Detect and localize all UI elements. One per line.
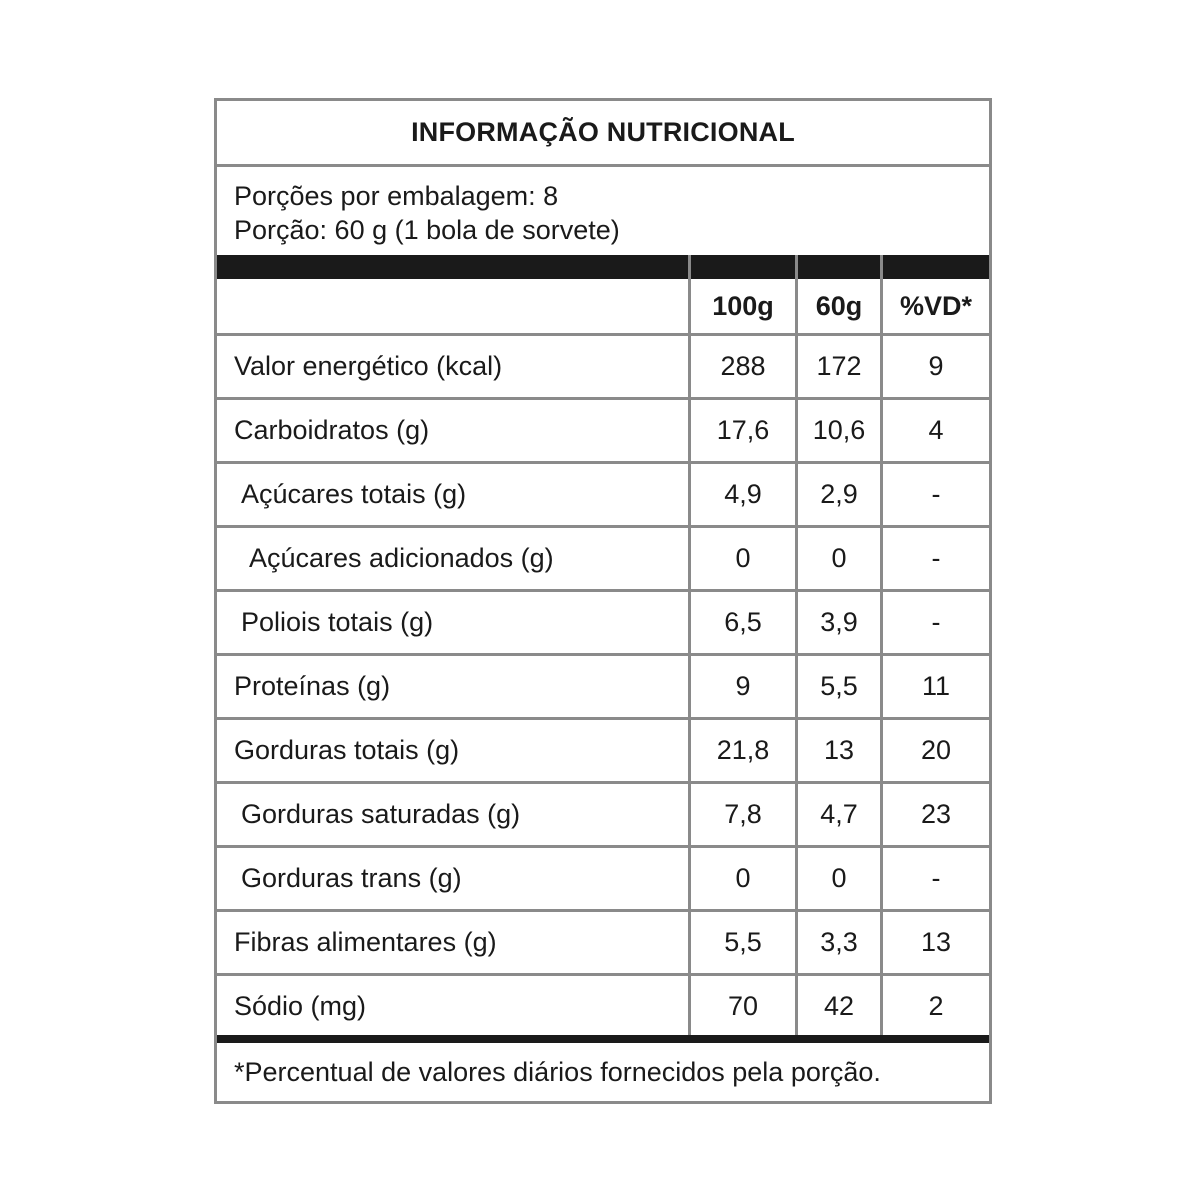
value-100g: 288 [720, 351, 766, 381]
value-100g: 0 [735, 543, 751, 573]
nutrient-name: Fibras alimentares (g) [234, 927, 497, 957]
header-nutrient [234, 279, 684, 333]
nutrient-name: Proteínas (g) [234, 671, 391, 701]
nutrient-name: Açúcares totais (g) [241, 479, 467, 509]
value-60g: 3,3 [820, 927, 858, 957]
nutrient-name: Açúcares adicionados (g) [249, 543, 554, 573]
table-row [217, 976, 989, 1037]
serving-info [217, 167, 989, 255]
value-vd: 13 [920, 927, 952, 957]
header-vd: %VD* [899, 290, 973, 321]
value-100g: 9 [735, 671, 751, 701]
value-100g: 17,6 [716, 415, 770, 445]
value-vd: - [931, 607, 941, 637]
nutrient-name: Sódio (mg) [234, 991, 367, 1021]
value-60g: 42 [823, 991, 855, 1021]
table-header-row [217, 279, 989, 336]
value-100g: 5,5 [724, 927, 762, 957]
table-row [217, 848, 989, 912]
value-60g: 0 [831, 543, 847, 573]
nutrient-name: Poliois totais (g) [241, 607, 434, 637]
table-row [217, 400, 989, 464]
value-100g: 6,5 [724, 607, 762, 637]
value-60g: 5,5 [820, 671, 858, 701]
value-100g: 4,9 [724, 479, 762, 509]
value-vd: 2 [928, 991, 944, 1021]
nutrient-name: Gorduras trans (g) [241, 863, 462, 893]
value-60g: 4,7 [820, 799, 858, 829]
table-row [217, 656, 989, 720]
value-vd: - [931, 479, 941, 509]
value-60g: 3,9 [820, 607, 858, 637]
column-divider [880, 255, 883, 1035]
value-vd: 9 [928, 351, 944, 381]
header-60g: 60g [815, 290, 863, 321]
nutrient-name: Valor energético (kcal) [234, 351, 503, 381]
value-60g: 0 [831, 863, 847, 893]
label-title: INFORMAÇÃO NUTRICIONAL [217, 101, 989, 167]
footnote: *Percentual de valores diários fornecidos pela porção. [234, 1056, 881, 1087]
value-100g: 21,8 [716, 735, 770, 765]
nutrition-facts-label [214, 98, 992, 1104]
value-60g: 172 [816, 351, 862, 381]
value-vd: 11 [921, 671, 951, 701]
column-divider [795, 255, 798, 1035]
serving-size: Porção: 60 g (1 bola de sorvete) [234, 215, 620, 245]
value-vd: 23 [920, 799, 952, 829]
value-vd: 20 [920, 735, 952, 765]
column-divider [688, 255, 691, 1035]
bottom-divider-bar [217, 1035, 989, 1043]
value-100g: 70 [727, 991, 759, 1021]
value-60g: 2,9 [820, 479, 858, 509]
value-vd: 4 [928, 415, 944, 445]
table-row [217, 720, 989, 784]
top-divider-bar [217, 255, 989, 279]
nutrient-name: Carboidratos (g) [234, 415, 430, 445]
nutrient-name: Gorduras saturadas (g) [241, 799, 521, 829]
header-100g: 100g [712, 290, 774, 321]
value-vd: - [931, 863, 941, 893]
value-60g: 13 [823, 735, 855, 765]
table-row [217, 336, 989, 400]
value-60g: 10,6 [812, 415, 866, 445]
value-vd: - [931, 543, 941, 573]
servings-per-package: Porções por embalagem: 8 [234, 181, 559, 211]
table-row [217, 912, 989, 976]
table-row [217, 784, 989, 848]
value-100g: 7,8 [724, 799, 762, 829]
table-row [217, 528, 989, 592]
value-100g: 0 [735, 863, 751, 893]
nutrient-name: Gorduras totais (g) [234, 735, 460, 765]
nutrient-table [217, 279, 989, 1037]
table-row [217, 464, 989, 528]
table-row [217, 592, 989, 656]
